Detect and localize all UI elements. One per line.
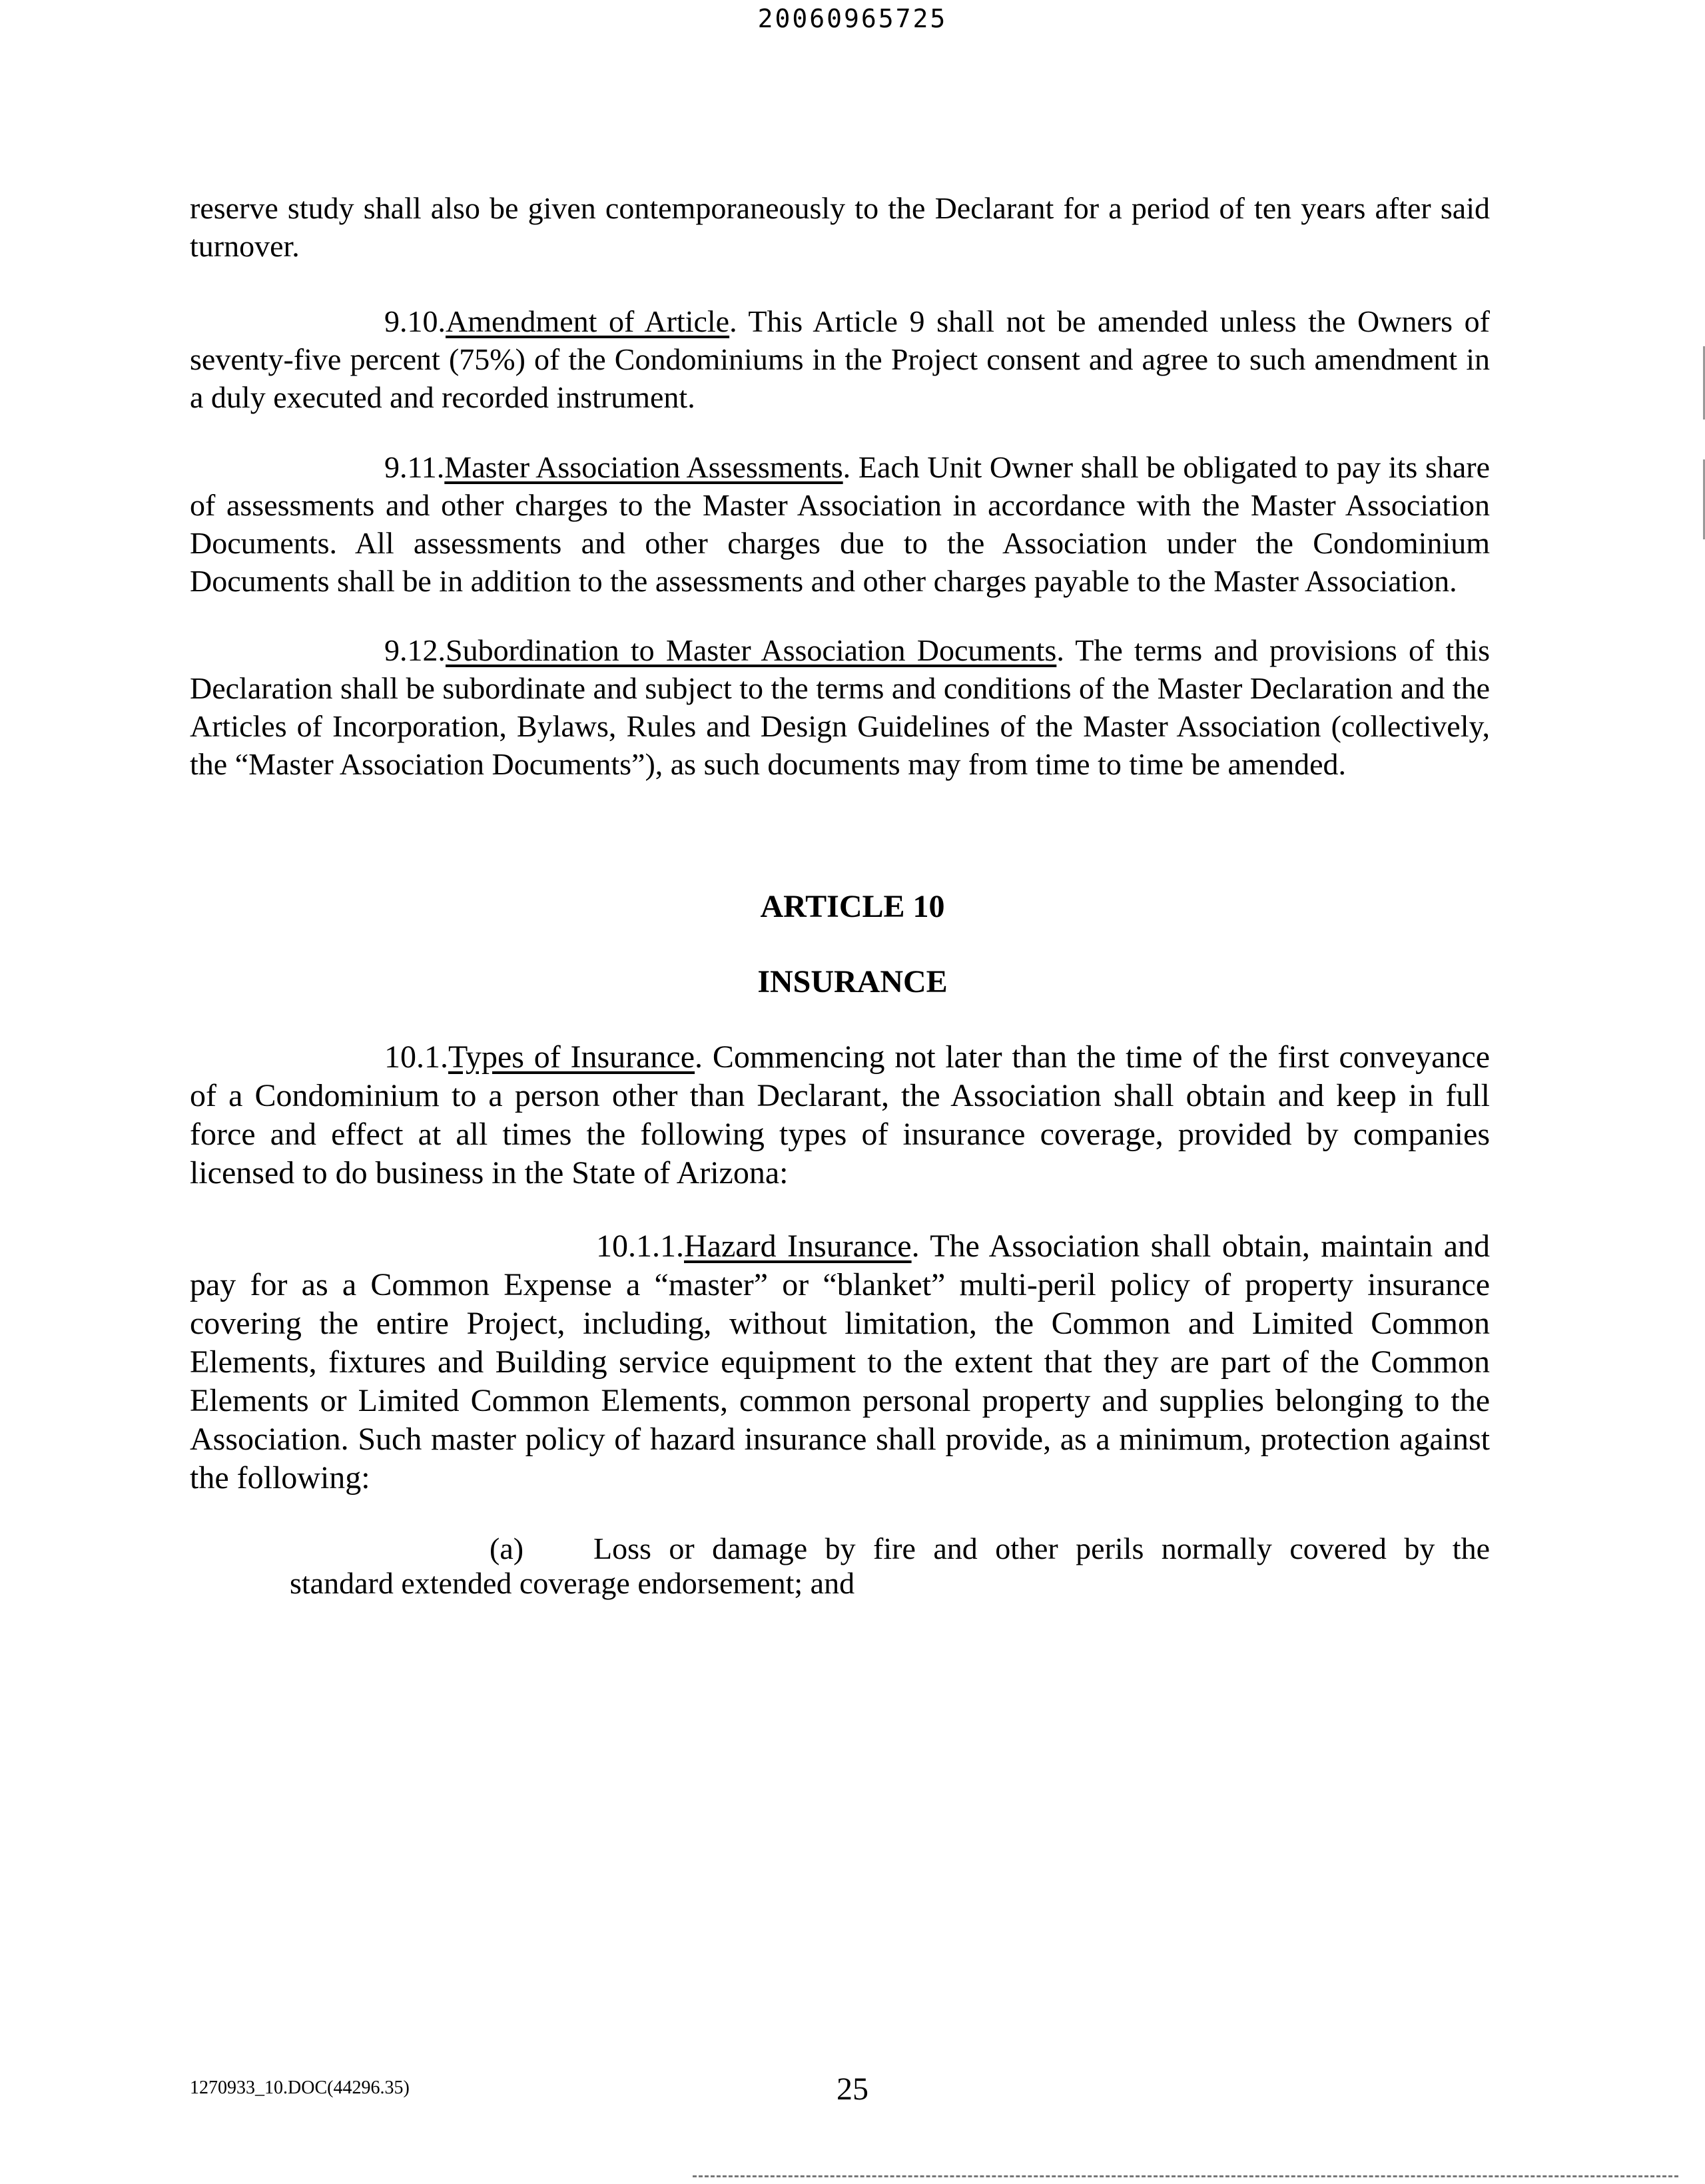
section-number: 9.11. [384, 450, 445, 484]
section-text: . This Article 9 shall not be amended unless the Owners of seventy-five percent (75%) of the Condominiums in the Project consent and agree to such amendment in a duly executed and recorded instrument. [190, 304, 1491, 414]
section-9-10 [190, 302, 1490, 416]
document-number: 20060965725 [757, 4, 948, 33]
section-text: . Each Unit Owner shall be obligated to pay its share of assessments and other charges to the Master Association in accordance with the Master Association Documents. All assessments and other charges due to the Association under the Condominium Documents shall be in addition to the assessments and other charges payable to the Master Association. [190, 450, 1490, 598]
section-title: Hazard Insurance [684, 1228, 912, 1264]
section-number: 9.10. [384, 304, 446, 338]
section-title: Types of Insurance [448, 1039, 695, 1075]
section-10-1 [190, 1038, 1490, 1193]
section-title: Amendment of Article [446, 304, 730, 338]
item-text: Loss or damage by fire and other perils normally covered by the standard extended coverage endorsement; and [290, 1531, 1490, 1600]
item-a [290, 1531, 1490, 1601]
scan-bottom-edge [693, 2175, 1678, 2177]
section-text: . The terms and provisions of this Declaration shall be subordinate and subject to the terms and conditions of the Master Declaration and the Articles of Incorporation, Bylaws, Rules and Design Guidelines of the Master Association (collectively, the “Master Association Documents”), as such documents may from time to time be amended. [190, 633, 1490, 781]
paragraph-continuation: reserve study shall also be given contemporaneously to the Declarant for a period of ten years after said turnover. [190, 191, 1490, 263]
page-number: 25 [837, 2071, 868, 2107]
section-number: 9.12. [384, 633, 446, 667]
item-label: (a) [490, 1531, 524, 1565]
section-text: . The Association shall obtain, maintain and pay for as a Common Expense a “master” or “blanket” multi-peril policy of property insurance covering the entire Project, including, without limitation, the Common and Limited Common Elements, fixtures and Building service equipment to the extent that they are part of the Common Elements or Limited Common Elements, common personal property and supplies belonging to the Association. Such master policy of hazard insurance shall provide, as a minimum, protection against the following: [190, 1228, 1491, 1496]
section-text: . Commencing not later than the time of the first conveyance of a Condominium to a person other than Declarant, the Association shall obtain and keep in full force and effect at all times the following types of insurance coverage, provided by companies licensed to do business in the State of Arizona: [190, 1039, 1491, 1191]
section-9-11 [190, 448, 1490, 600]
section-number: 10.1. [384, 1039, 448, 1075]
article-subheading: INSURANCE [757, 964, 948, 999]
footer-doc-reference: 1270933_10.DOC(44296.35) [190, 2077, 410, 2098]
section-title: Subordination to Master Association Documents [446, 633, 1057, 667]
article-heading: ARTICLE 10 [760, 889, 945, 924]
section-number: 10.1.1. [596, 1228, 684, 1264]
section-title: Master Association Assessments [444, 450, 843, 484]
section-9-12 [190, 631, 1490, 783]
section-10-1-1 [190, 1227, 1490, 1498]
